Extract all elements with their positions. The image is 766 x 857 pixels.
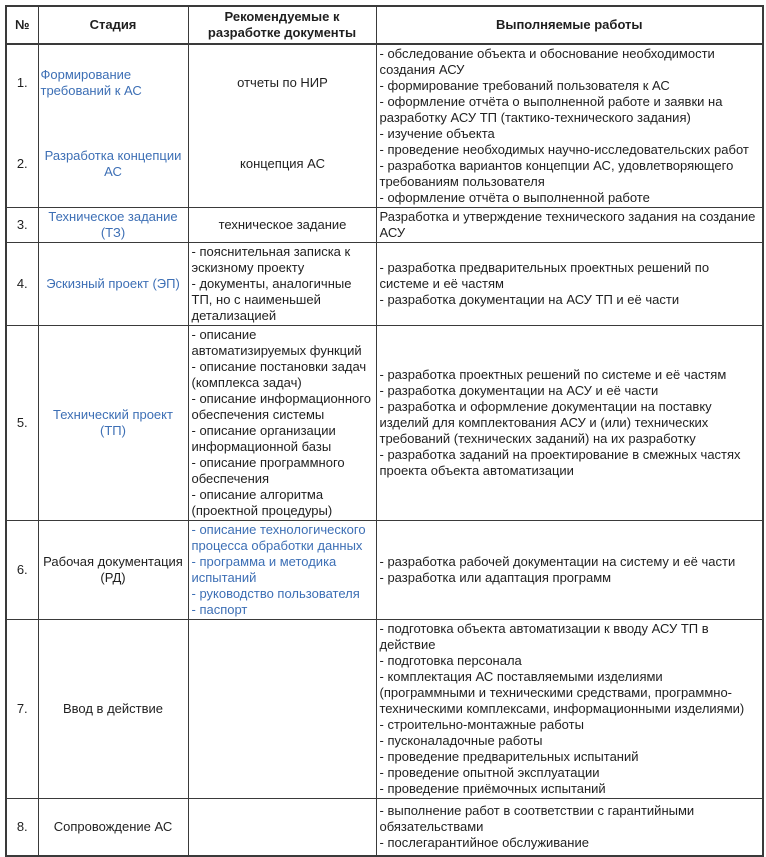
doc-item: - описание организации информационной базы: [191, 423, 336, 454]
table-row: [6, 521, 763, 620]
work-item: - разработка документации на АСУ ТП и её части: [379, 292, 680, 307]
stage-cell: [38, 44, 188, 122]
stages-table: [5, 5, 764, 857]
work-item: - подготовка персонала: [379, 653, 522, 668]
row-number-cell: [6, 620, 38, 799]
row-number: 4.: [16, 276, 28, 291]
stage-cell: [38, 243, 188, 326]
docs-cell: [188, 620, 376, 799]
work-item: - строительно-монтажные работы: [379, 717, 584, 732]
stage-cell: [38, 521, 188, 620]
docs-cell: [188, 243, 376, 326]
doc-item: концепция АС: [240, 156, 325, 172]
doc-item: - описание автоматизируемых функций: [191, 327, 362, 358]
docs-cell: [188, 208, 376, 243]
doc-item: - описание программного обеспечения: [191, 455, 345, 486]
doc-link-opisanie-tehprocessa[interactable]: - описание технологического процесса обработки данных: [191, 522, 366, 553]
stage-cell: [38, 799, 188, 856]
work-item: - разработка предварительных проектных решений по системе и её частям: [379, 260, 710, 291]
work-item: - разработка и оформление документации на поставку изделий для комплектования АСУ и (или) технических требований (технических заданий) на их разработку: [379, 399, 712, 446]
doc-item: - пояснительная записка к эскизному проекту: [191, 244, 351, 275]
docs-cell: [188, 44, 376, 122]
works-cell: [376, 620, 763, 799]
work-item: - проведение предварительных испытаний: [379, 749, 639, 764]
stage-link-formirovanie-trebovanij[interactable]: Формирование требований к АС: [40, 67, 142, 99]
row-number-cell: [6, 122, 38, 208]
doc-link-pasport[interactable]: - паспорт: [191, 602, 248, 617]
works-cell: [376, 326, 763, 521]
work-item: - разработка проектных решений по системе и её частям: [379, 367, 727, 382]
doc-item: отчеты по НИР: [237, 75, 328, 91]
stage-cell: [38, 208, 188, 243]
works-cell: [376, 208, 763, 243]
header-works: Выполняемые работы: [376, 6, 763, 44]
works-cell: [376, 521, 763, 620]
docs-cell: [188, 799, 376, 856]
work-item: - обследование объекта и обоснование необходимости создания АСУ: [379, 46, 715, 77]
header-stage: Стадия: [38, 6, 188, 44]
work-item: - разработка заданий на проектирование в смежных частях проекта объекта автоматизации: [379, 447, 741, 478]
table-row: [6, 326, 763, 521]
row-number-cell: [6, 208, 38, 243]
header-num: №: [6, 6, 38, 44]
doc-item: - описание постановки задач (комплекса задач): [191, 359, 367, 390]
work-item: - проведение необходимых научно-исследовательских работ: [379, 142, 749, 157]
row-number-cell: [6, 243, 38, 326]
row-number-cell: [6, 44, 38, 122]
stage-label: Рабочая документация (РД): [43, 554, 183, 585]
docs-cell: [188, 122, 376, 208]
works-cell: [376, 799, 763, 856]
row-number: 1.: [16, 75, 28, 91]
work-item: - разработка вариантов концепции АС, удовлетворяющего требованиям пользователя: [379, 158, 734, 189]
work-item: - пусконаладочные работы: [379, 733, 543, 748]
docs-cell: [188, 521, 376, 620]
doc-item: - описание информационного обеспечения системы: [191, 391, 371, 422]
work-item: - послегарантийное обслуживание: [379, 834, 589, 850]
work-item: - разработка или адаптация программ: [379, 570, 612, 585]
work-item: - оформление отчёта о выполненной работе: [379, 190, 650, 205]
work-item: - проведение приёмочных испытаний: [379, 781, 606, 796]
work-item: - изучение объекта: [379, 126, 495, 141]
table-row: [6, 620, 763, 799]
doc-item: - документы, аналогичные ТП, но с наименьшей детализацией: [191, 276, 352, 323]
doc-link-rukovodstvo-polzovatelya[interactable]: - руководство пользователя: [191, 586, 360, 601]
table-row: [6, 208, 763, 243]
works-cell: [376, 243, 763, 326]
work-item: - оформление отчёта о выполненной работе и заявки на разработку АСУ ТП (тактико-технического задания): [379, 94, 723, 125]
stage-link-razrabotka-koncepcii[interactable]: Разработка концепции АС: [44, 148, 182, 180]
work-item: - подготовка объекта автоматизации к вводу АСУ ТП в действие: [379, 621, 709, 652]
stage-cell: [38, 122, 188, 208]
table-row: [6, 44, 763, 122]
row-number: 7.: [16, 701, 28, 716]
docs-cell: [188, 326, 376, 521]
table-row: [6, 799, 763, 856]
row-number-cell: [6, 799, 38, 856]
work-item: - комплектация АС поставляемыми изделиями (программными и техническими средствами, программно-техническими комплексами, информационными изделиями): [379, 669, 745, 716]
work-item: - проведение опытной эксплуатации: [379, 765, 600, 780]
doc-item: техническое задание: [218, 217, 347, 232]
stage-link-tehnicheskij-proekt[interactable]: Технический проект (ТП): [53, 407, 173, 438]
table-row: [6, 243, 763, 326]
doc-link-programma-i-metodika[interactable]: - программа и методика испытаний: [191, 554, 337, 585]
stage-cell: [38, 326, 188, 521]
row-number: 5.: [16, 415, 28, 430]
stage-cell: [38, 620, 188, 799]
header-docs: Рекомендуемые к разработке документы: [188, 6, 376, 44]
row-number: 3.: [16, 217, 28, 232]
row-number: 6.: [16, 562, 28, 577]
stage-link-eskiznyj-proekt[interactable]: Эскизный проект (ЭП): [46, 276, 180, 291]
works-cell: [376, 44, 763, 208]
stage-link-tehnicheskoe-zadanie[interactable]: Техническое задание (ТЗ): [48, 209, 178, 240]
work-item: - формирование требований пользователя к АС: [379, 78, 670, 93]
doc-item: - описание алгоритма (проектной процедуры): [191, 487, 333, 518]
work-item: Разработка и утверждение технического задания на создание АСУ: [379, 209, 756, 240]
row-number: 2.: [16, 156, 28, 172]
work-item: - разработка документации на АСУ и её части: [379, 383, 659, 398]
row-number-cell: [6, 326, 38, 521]
stage-label: Сопровождение АС: [53, 818, 173, 834]
header-row: [6, 6, 763, 44]
work-item: - выполнение работ в соответствии с гарантийными обязательствами: [379, 802, 695, 834]
row-number-cell: [6, 521, 38, 620]
work-item: - разработка рабочей документации на систему и её части: [379, 554, 736, 569]
row-number: 8.: [16, 818, 28, 834]
stage-label: Ввод в действие: [62, 701, 164, 716]
